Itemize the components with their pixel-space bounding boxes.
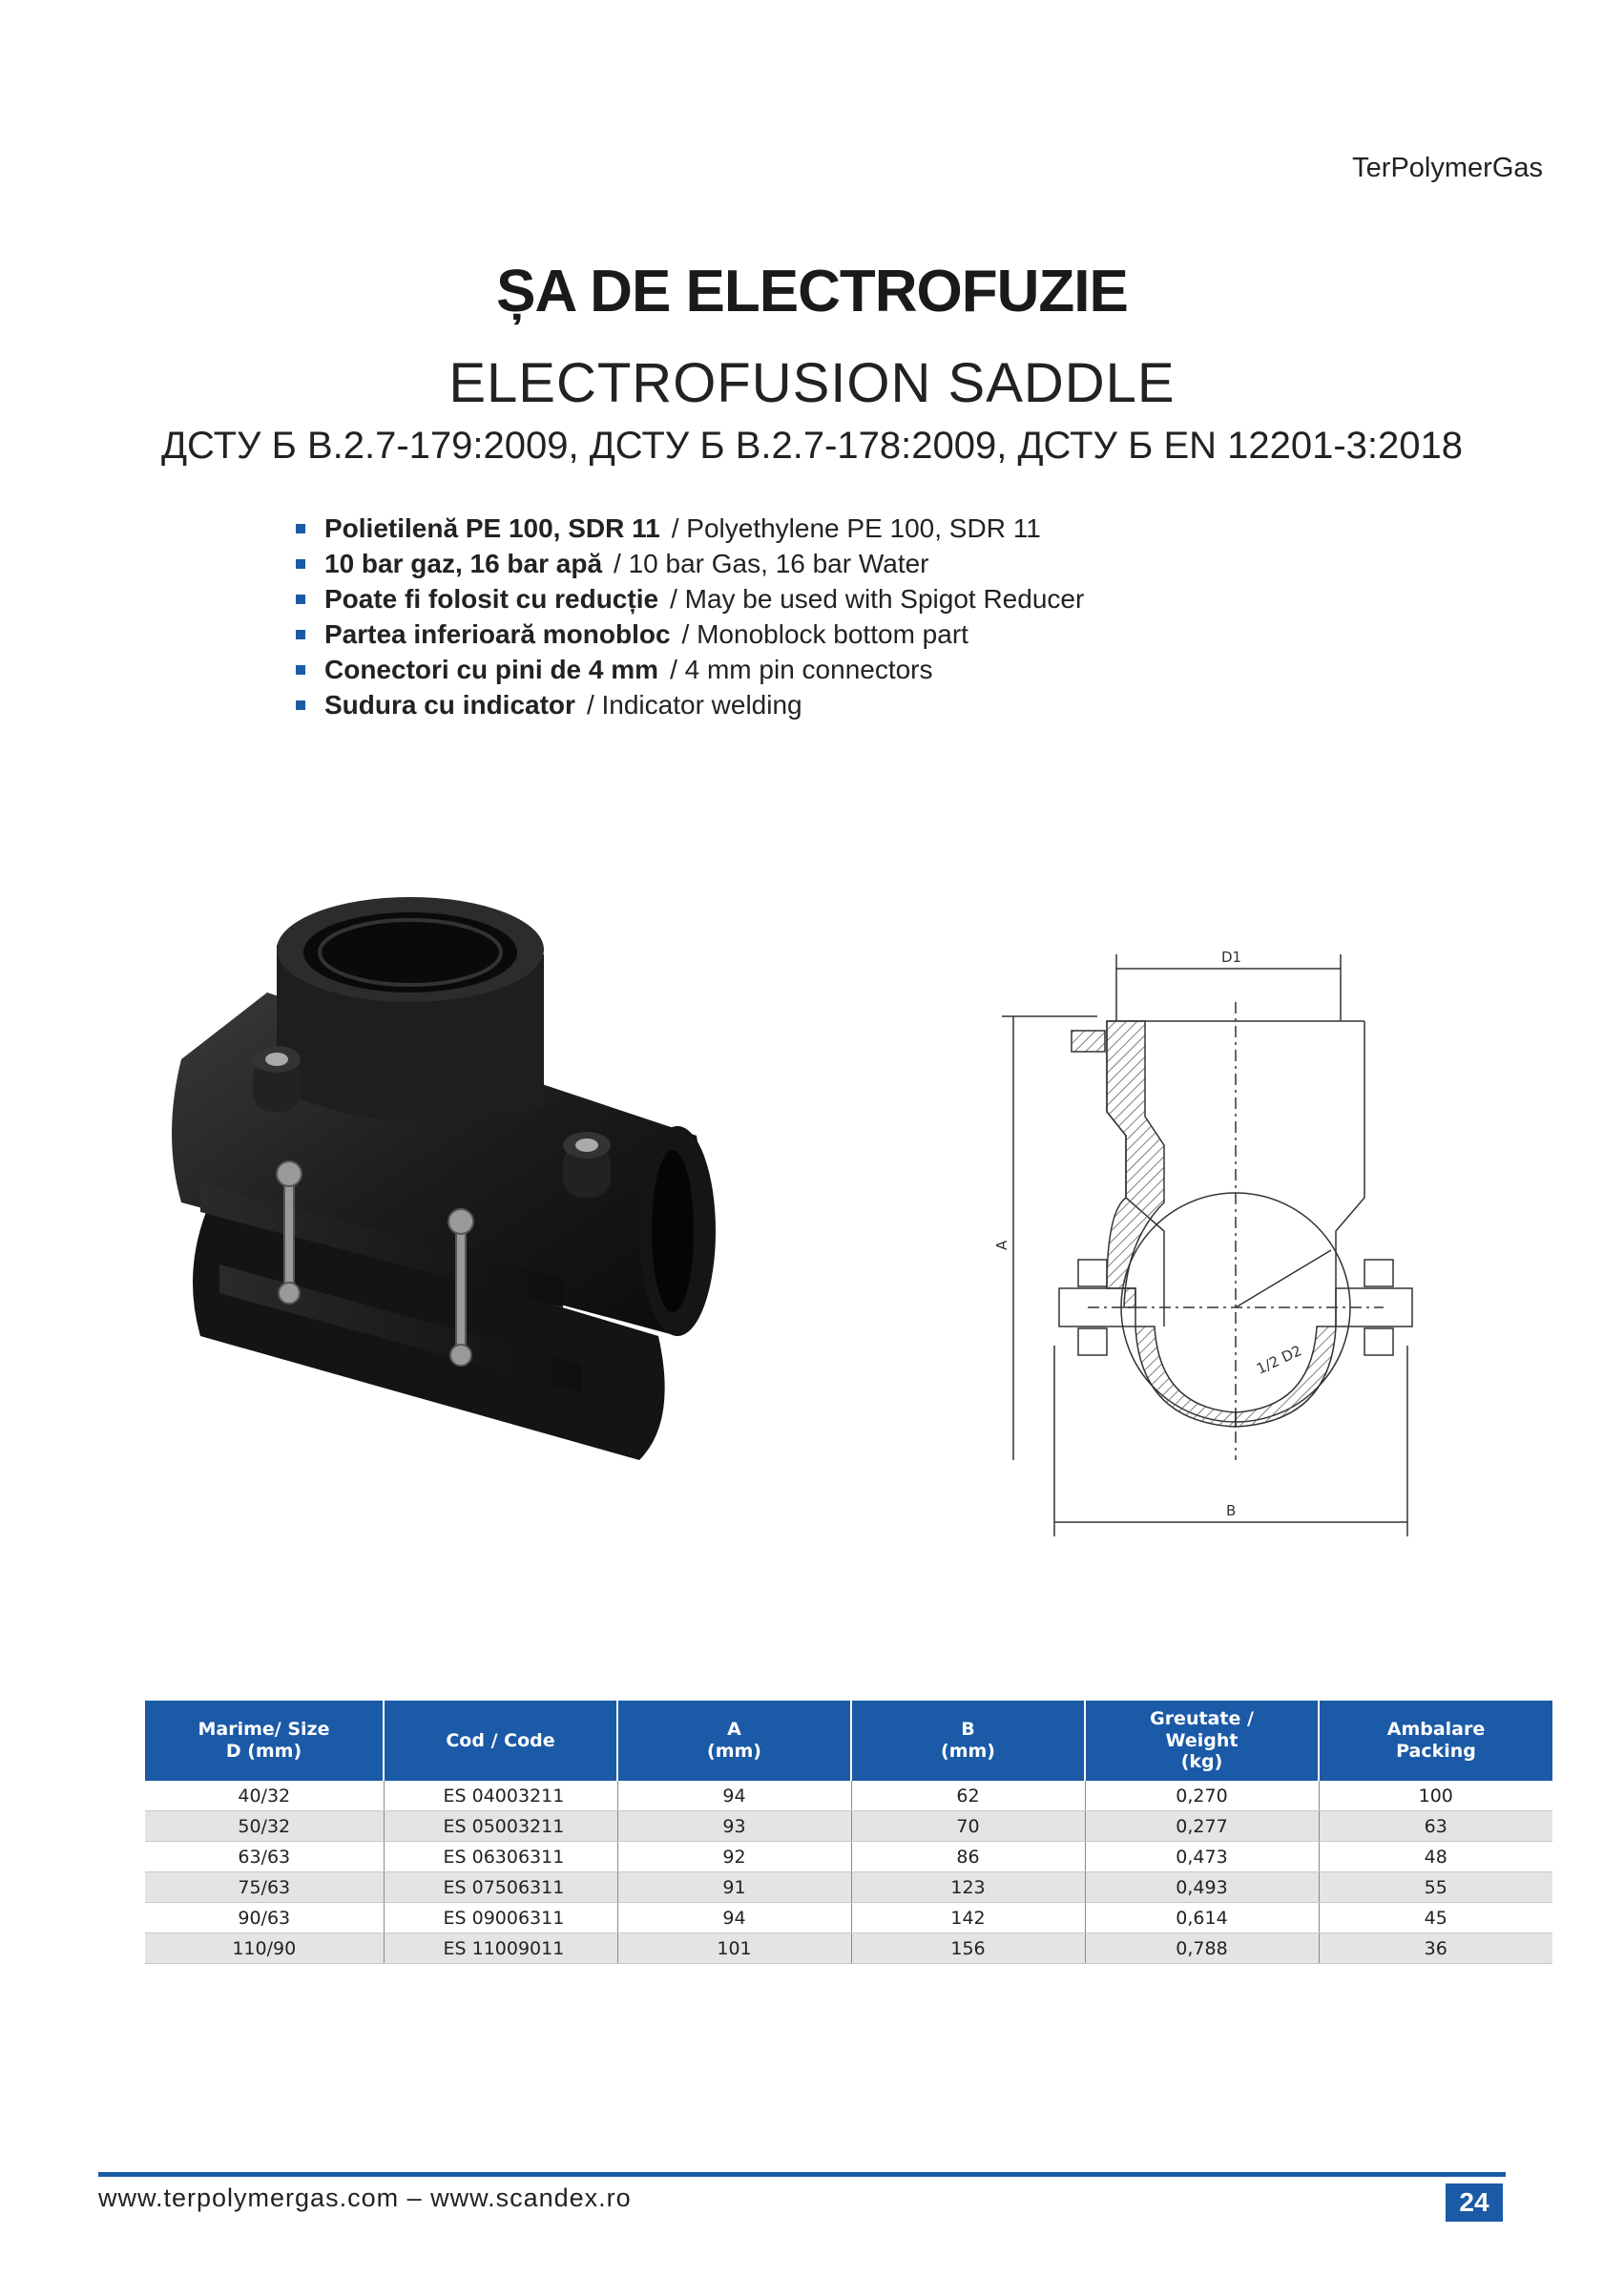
cell-a: 92 bbox=[617, 1842, 851, 1872]
bullet-icon bbox=[296, 524, 305, 533]
header-code bbox=[384, 1701, 617, 1781]
cell-packing: 36 bbox=[1319, 1933, 1552, 1964]
page-number: 24 bbox=[1446, 2183, 1503, 2222]
cell-a: 94 bbox=[617, 1781, 851, 1811]
header-b bbox=[851, 1701, 1085, 1781]
cell-packing: 63 bbox=[1319, 1811, 1552, 1842]
feature-ro: 10 bar gaz, 16 bar apă bbox=[324, 548, 603, 578]
label-b: B bbox=[1226, 1502, 1237, 1519]
header-packing-l2: Packing bbox=[1396, 1741, 1476, 1762]
product-photo bbox=[143, 888, 830, 1556]
feature-item bbox=[296, 511, 1084, 546]
header-packing-l1: Ambalare bbox=[1386, 1719, 1486, 1741]
cell-packing: 100 bbox=[1319, 1781, 1552, 1811]
cell-code: ES 05003211 bbox=[384, 1811, 617, 1842]
table-row bbox=[145, 1903, 1552, 1933]
feature-en: / 4 mm pin connectors bbox=[670, 654, 933, 684]
cell-weight: 0,614 bbox=[1085, 1903, 1319, 1933]
header-weight-l1: Greutate / bbox=[1150, 1707, 1254, 1729]
header-a-l2: (mm) bbox=[707, 1741, 761, 1762]
cell-weight: 0,493 bbox=[1085, 1872, 1319, 1903]
cell-b: 70 bbox=[851, 1811, 1085, 1842]
feature-ro: Polietilenă PE 100, SDR 11 bbox=[324, 512, 660, 543]
footer-urls: www.terpolymergas.com – www.scandex.ro bbox=[98, 2183, 632, 2212]
cell-code: ES 04003211 bbox=[384, 1781, 617, 1811]
cell-a: 94 bbox=[617, 1903, 851, 1933]
footer-divider bbox=[98, 2172, 1506, 2177]
feature-en: / May be used with Spigot Reducer bbox=[670, 583, 1085, 614]
feature-ro: Conectori cu pini de 4 mm bbox=[324, 654, 659, 684]
cell-size: 63/63 bbox=[145, 1842, 384, 1872]
bullet-icon bbox=[296, 630, 305, 639]
feature-item bbox=[296, 581, 1084, 616]
cell-packing: 45 bbox=[1319, 1903, 1552, 1933]
header-b-l1: B bbox=[961, 1719, 975, 1741]
bullet-icon bbox=[296, 665, 305, 675]
cell-size: 75/63 bbox=[145, 1872, 384, 1903]
cell-a: 93 bbox=[617, 1811, 851, 1842]
cell-b: 156 bbox=[851, 1933, 1085, 1964]
cell-code: ES 06306311 bbox=[384, 1842, 617, 1872]
header-weight-l3: (kg) bbox=[1180, 1751, 1223, 1773]
cell-weight: 0,473 bbox=[1085, 1842, 1319, 1872]
header-weight-l2: Weight bbox=[1165, 1729, 1239, 1751]
cell-code: ES 09006311 bbox=[384, 1903, 617, 1933]
cell-b: 62 bbox=[851, 1781, 1085, 1811]
bullet-icon bbox=[296, 700, 305, 710]
table-header-row bbox=[145, 1701, 1552, 1781]
label-half-d2: 1/2 D2 bbox=[1254, 1342, 1305, 1378]
cell-b: 123 bbox=[851, 1872, 1085, 1903]
cell-packing: 48 bbox=[1319, 1842, 1552, 1872]
header-size-l1: Marime/ Size bbox=[198, 1719, 330, 1741]
feature-list bbox=[296, 511, 1084, 722]
spec-table bbox=[145, 1701, 1552, 1964]
feature-item bbox=[296, 652, 1084, 687]
header-size bbox=[145, 1701, 384, 1781]
bullet-icon bbox=[296, 595, 305, 604]
cell-size: 40/32 bbox=[145, 1781, 384, 1811]
header-a-l1: A bbox=[727, 1719, 741, 1741]
header-b-l2: (mm) bbox=[941, 1741, 995, 1762]
feature-en: / Monoblock bottom part bbox=[681, 618, 968, 649]
brand-name: TerPolymerGas bbox=[1352, 153, 1543, 183]
table-row bbox=[145, 1842, 1552, 1872]
feature-item bbox=[296, 616, 1084, 652]
cell-size: 110/90 bbox=[145, 1933, 384, 1964]
cell-weight: 0,270 bbox=[1085, 1781, 1319, 1811]
cell-packing: 55 bbox=[1319, 1872, 1552, 1903]
page-title: ȘA DE ELECTROFUZIE bbox=[496, 259, 1128, 324]
table-row bbox=[145, 1781, 1552, 1811]
feature-en: / Polyethylene PE 100, SDR 11 bbox=[671, 512, 1041, 543]
standards-line: ДСТУ Б В.2.7-179:2009, ДСТУ Б В.2.7-178:2009, ДСТУ Б EN 12201-3:2018 bbox=[160, 425, 1464, 467]
cell-size: 50/32 bbox=[145, 1811, 384, 1842]
header-a bbox=[617, 1701, 851, 1781]
cell-code: ES 11009011 bbox=[384, 1933, 617, 1964]
feature-item bbox=[296, 546, 1084, 581]
feature-ro: Partea inferioară monobloc bbox=[324, 618, 671, 649]
header-weight bbox=[1085, 1701, 1319, 1781]
label-a: A bbox=[993, 1240, 1010, 1250]
cell-code: ES 07506311 bbox=[384, 1872, 617, 1903]
cell-size: 90/63 bbox=[145, 1903, 384, 1933]
header-size-l2: D (mm) bbox=[225, 1741, 302, 1762]
page-subtitle: ELECTROFUSION SADDLE bbox=[448, 352, 1176, 414]
cell-b: 142 bbox=[851, 1903, 1085, 1933]
table-row bbox=[145, 1811, 1552, 1842]
feature-en: / 10 bar Gas, 16 bar Water bbox=[614, 548, 929, 578]
feature-item bbox=[296, 687, 1084, 722]
feature-ro: Sudura cu indicator bbox=[324, 689, 575, 720]
feature-ro: Poate fi folosit cu reducție bbox=[324, 583, 659, 614]
bullet-icon bbox=[296, 559, 305, 569]
table-row bbox=[145, 1933, 1552, 1964]
cell-b: 86 bbox=[851, 1842, 1085, 1872]
label-d1: D1 bbox=[1221, 949, 1242, 966]
header-packing bbox=[1319, 1701, 1552, 1781]
feature-en: / Indicator welding bbox=[586, 689, 802, 720]
cell-weight: 0,788 bbox=[1085, 1933, 1319, 1964]
cell-weight: 0,277 bbox=[1085, 1811, 1319, 1842]
cell-a: 91 bbox=[617, 1872, 851, 1903]
table-row bbox=[145, 1872, 1552, 1903]
technical-drawing bbox=[973, 926, 1441, 1546]
header-code-text: Cod / Code bbox=[446, 1729, 555, 1751]
cell-a: 101 bbox=[617, 1933, 851, 1964]
